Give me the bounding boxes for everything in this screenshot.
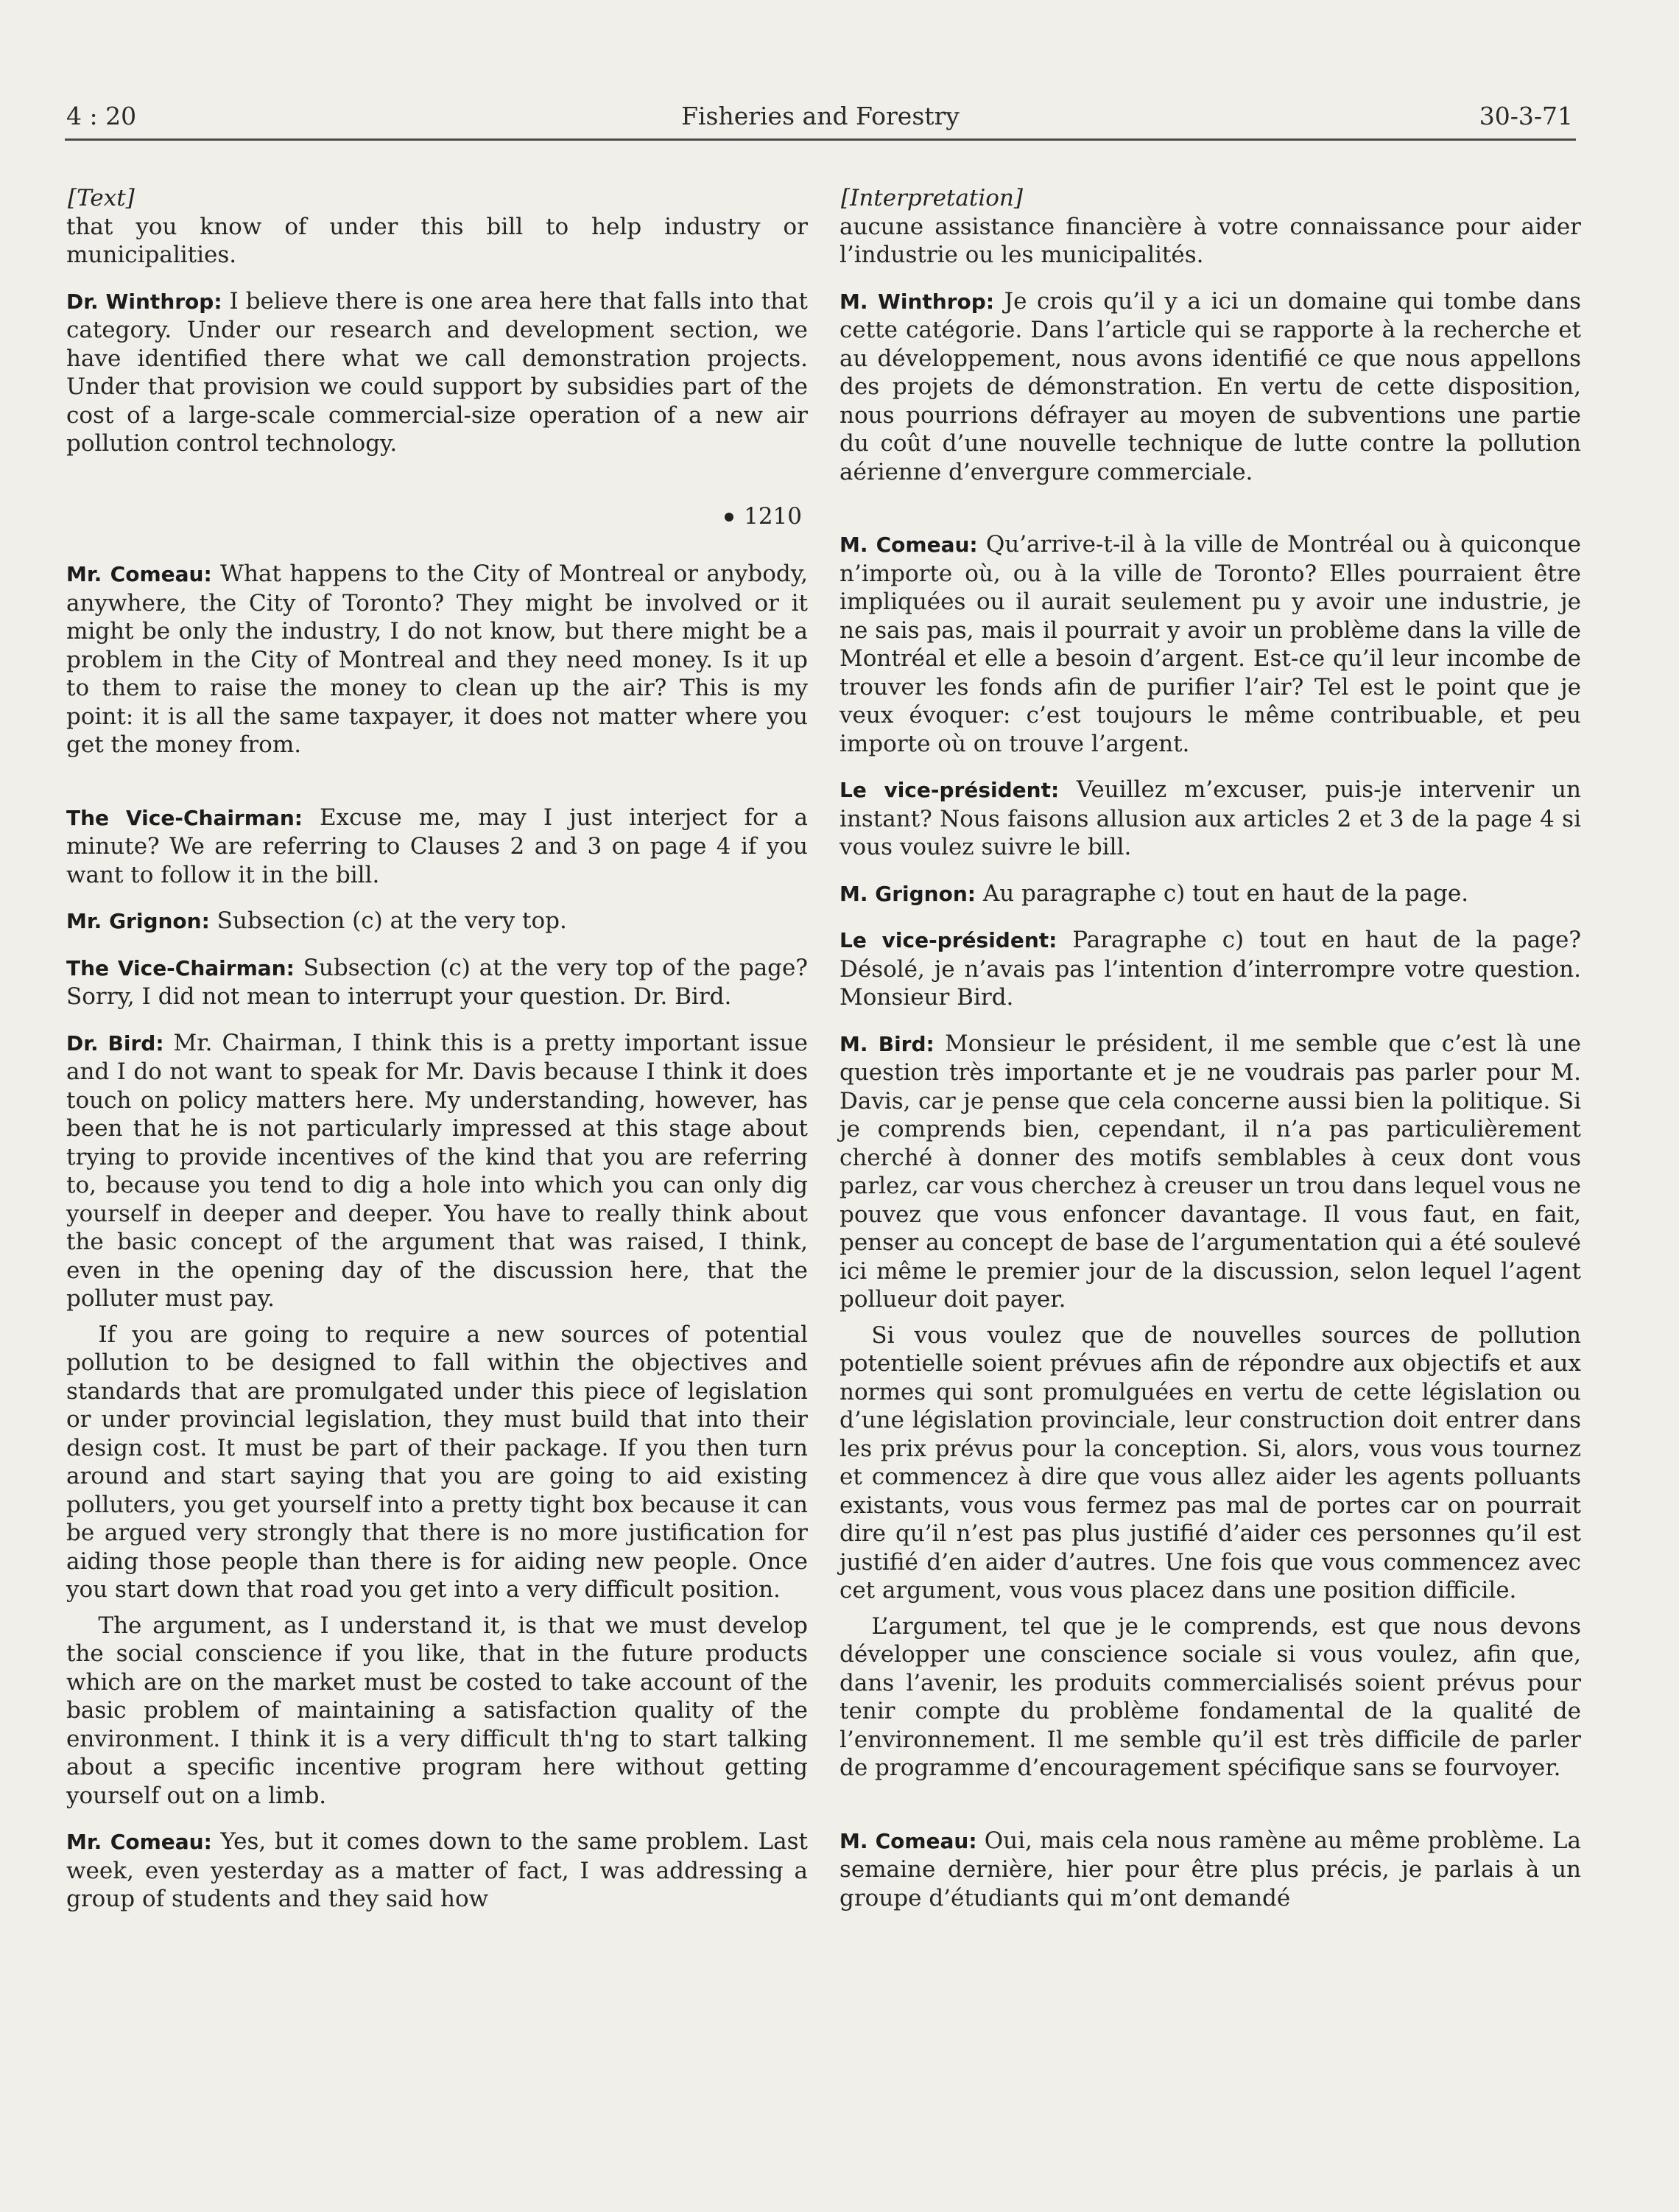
speech-paragraph [840,926,1581,1012]
speaker-name: The Vice-Chairman: [66,805,303,830]
speech-paragraph [66,1827,808,1914]
speaker-name: M. Grignon: [840,881,976,906]
paragraph [840,1612,1581,1783]
speech-text: I believe there is one area here that falls into that category. Under our research and development section, we have identified there what we call demonstration projects. Under that provision we could support by subsidies part of the cost of a large-scale commercial-size operation of a new air pollution control technology. [66,287,808,457]
speech-text: Excuse me, may I just interject for a minute? We are referring to Clauses 2 and 3 on page 4 if you want to follow it in the bill. [66,804,808,888]
speech-paragraph [840,1827,1581,1913]
speaker-name: Mr. Comeau: [66,562,212,586]
speech-text: Je crois qu’il y a ici un domaine qui tombe dans cette catégorie. Dans l’article qui se rapporte à la recherche et au développement, nous avons identifié ce que nous appellons des projets de démonstration. En vertu de cette disposition, nous pourrions défrayer au moyen de subventions une partie du coût d’une nouvelle technique de lutte contre la pollution aérienne d’envergure commerciale. [840,287,1581,485]
speech-paragraph [66,907,808,936]
english-column [66,184,808,1931]
speaker-name: Mr. Grignon: [66,909,210,933]
paragraph-text: that you know of under this bill to help industry or municipalities. [66,213,808,268]
paragraph [840,213,1581,270]
section-label-text: [Text] [68,185,135,211]
speech-paragraph [66,954,808,1011]
speaker-name: M. Comeau: [840,1828,977,1853]
speaker-name: M. Comeau: [840,533,978,557]
paragraph [66,1321,808,1604]
paragraph [66,1612,808,1811]
publication-title: Fisheries and Forestry [681,102,960,130]
speech-paragraph [840,879,1581,909]
speaker-name: Le vice-président: [840,778,1060,802]
paragraph [66,213,808,270]
paragraph-text: L’argument, tel que je le comprends, est que nous devons développer une conscience sociale si vous voulez, afin que, dans l’avenir, les produits commercialisés soient prévus pour tenir compte du problème fondamental de la qualité de l’environnement. Il me semble qu’il est très difficile de parler de programme d’encouragement spécifique sans se fourvoyer. [840,1612,1581,1781]
speech-paragraph [840,776,1581,862]
issue-date: 30-3-71 [1479,102,1573,130]
speech-paragraph [840,530,1581,758]
speech-text: Veuillez m’excuser, puis-je intervenir un instant? Nous faisons allusion aux articles 2 et 3 de la page 4 si vous voulez suivre le bill. [840,776,1581,860]
speech-text: What happens to the City of Montreal or anybody, anywhere, the City of Toronto? They might be involved or it might be only the industry, I do not know, but there might be a problem in the City of Montreal and they need money. Is it up to them to raise the money to clean up the air? This is my point: it is all the same taxpayer, it does not matter where you get the money from. [66,561,809,758]
speech-text: Subsection (c) at the very top of the page? Sorry, I did not mean to interrupt your question. Dr. Bird. [66,954,808,1010]
speech-paragraph [840,287,1581,487]
paragraph [840,1321,1581,1605]
paragraph-text: aucune assistance financière à votre connaissance pour aider l’industrie ou les municipalités. [840,213,1581,268]
speaker-name: The Vice-Chairman: [66,955,295,980]
speech-paragraph [840,1030,1581,1314]
paragraph-text: The argument, as I understand it, is that we must develop the social conscience if you like, that in the future products which are on the market must be costed to take account of the basic problem of maintaining a satisfaction quality of the environment. I think it is a very difficult th'ng to start talking about a specific incentive program here without getting yourself out on a limb. [66,1612,808,1809]
speech-text: Yes, but it comes down to the same problem. Last week, even yesterday as a matter of fact, I was addressing a group of students and they said how [66,1828,808,1912]
speaker-name: Mr. Comeau: [66,1830,212,1854]
speaker-name: M. Winthrop: [840,289,995,314]
speech-paragraph [66,287,808,458]
speech-text: Au paragraphe c) tout en haut de la page. [975,879,1469,907]
speech-text: Subsection (c) at the very top. [209,907,567,934]
time-marker [66,502,802,531]
page-number: 4 : 20 [66,102,137,130]
time-marker-text: 1210 [744,502,802,530]
paragraph-text: Si vous voulez que de nouvelles sources de pollution potentielle soient prévues afin de répondre aux objectifs et aux normes qui sont promulguées en vertu de cette législation ou d’une législation provinciale, leur construction doit entrer dans les prix prévus pour la conception. Si, alors, vous vous tournez et commencez à dire que vous allez aider les agents polluants existants, vous vous fermez pas mal de portes car on pourrait dire qu’il n’est pas plus justifié d’aider ces personnes qu’il est justifié d’en aider d’autres. Une fois que vous commencez avec cet argument, vous vous placez dans une position difficile. [840,1321,1581,1604]
bullet-icon [725,513,733,522]
speech-text: Qu’arrive-t-il à la ville de Montréal ou à quiconque n’importe où, ou à la ville de Toronto? Elles pourraient être impliquées ou il aurait seulement pu y avoir une industrie, je ne sais pas, mais il pourrait y avoir un problème dans la ville de Montréal et elle a besoin d’argent. Est-ce qu’il leur incombe de trouver les fonds afin de purifier l’air? Tel est le point que je veux évoquer: c’est toujours le même contribuable, et peu importe où on trouve l’argent. [840,531,1581,757]
speaker-name: Dr. Bird: [66,1030,164,1056]
speech-text: Paragraphe c) tout en haut de la page? Désolé, je n’avais pas l’intention d’interrompre votre question. Monsieur Bird. [840,927,1581,1011]
speech-text: Monsieur le président, il me semble que c’est là une question très importante et je ne voudrais pas parler pour M. Davis, car je pense que cela concerne aussi bien la politique. Si je comprends bien, cependant, il n’a pas particulièrement cherché à donner des motifs semblables à ceux dont vous parlez, car vous cherchez à creuser un trou dans lequel vous ne pouvez que vous enfoncer davantage. Il vous faut, en fait, penser au concept de base de l’argumentation qui a été soulevé ici même le premier jour de la discussion, selon lequel l’agent pollueur doit payer. [840,1030,1581,1313]
paragraph-text: If you are going to require a new sources of potential pollution to be designed to fall within the objectives and standards that are promulgated under this piece of legislation or under provincial legislation, they must build that into their design cost. It must be part of their package. If you then turn around and start saying that you are going to aid existing polluters, you get yourself into a pretty tight box because it can be argued very strongly that there is no more justification for aiding those people than there is for aiding new people. Once you start down that road you get into a very difficult position. [66,1321,808,1603]
speech-paragraph [66,560,808,759]
speaker-name: M. Bird: [840,1031,934,1056]
speaker-name: Le vice-président: [840,928,1057,952]
speech-text: Oui, mais cela nous ramène au même problème. La semaine dernière, hier pour être plus précis, je parlais à un groupe d’étudiants qui m’ont demandé [840,1827,1581,1911]
speech-paragraph [66,804,808,890]
speech-paragraph [66,1029,808,1313]
french-column [840,184,1581,1930]
running-header [65,102,1576,141]
section-label-interpretation: [Interpretation] [841,185,1023,211]
speaker-name: Dr. Winthrop: [66,289,222,314]
speech-text: Mr. Chairman, I think this is a pretty important issue and I do not want to speak for Mr. Davis because I think it does touch on policy matters here. My understanding, however, has been that he is not particularly impressed at this stage about trying to provide incentives of the kind that you are referring to, because you tend to dig a hole into which you can only dig yourself in deeper and deeper. You have to really think about the basic concept of the argument that was raised, I think, even in the opening day of the discussion here, that the polluter must pay. [66,1029,808,1312]
